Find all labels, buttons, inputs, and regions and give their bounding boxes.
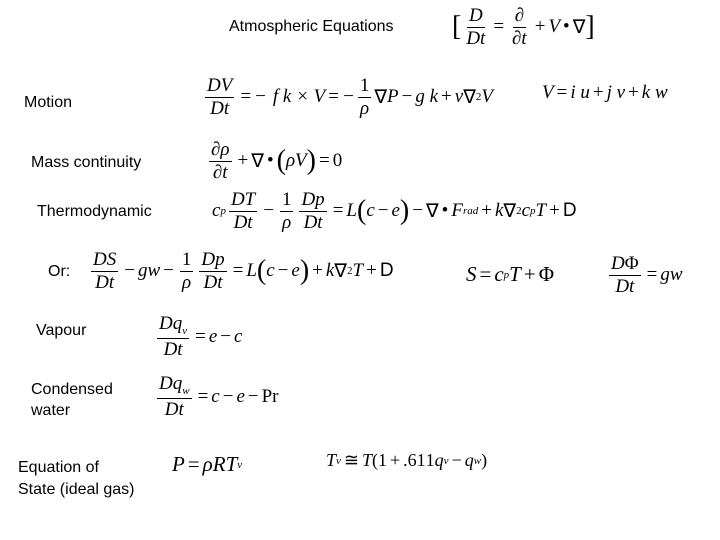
equation-of-state: P = ρRT v [172, 452, 243, 476]
label-condensed-water-line2: water [31, 402, 71, 419]
equation-geopotential-derivative: $\frac{D\Phi}{Dt}$ = gw [611, 253, 683, 297]
equation-mass-continuity: $\frac{\partial\rho}{\partial t}$ + ∇ • ( ρV ) = 0 [211, 139, 343, 183]
equation-virtual-temperature: T v ≅ T (1 + .61 1 q v − q w ) [326, 450, 488, 470]
label-thermodynamic: Thermodynamic [37, 203, 152, 220]
label-or: Or: [48, 263, 71, 280]
equation-condensed-water: $\frac{Dq_w}{Dt}$ = c − e − Pr [159, 373, 279, 421]
equation-velocity-vector: V = i u + j v + k w [542, 82, 668, 103]
subscript-rad: rad [462, 205, 479, 218]
coefficient-061: .61 [403, 450, 426, 470]
label-motion: Motion [24, 94, 73, 111]
page-title: Atmospheric Equations [229, 18, 394, 35]
equation-thermodynamic-alternate: $\frac{DS}{Dt}$ − gw − $\frac{1}{\rho}$ $\frac{Dp}{Dt}$ = L ( c − e ) + k ∇ 2 T + D [93, 249, 394, 293]
equation-s-definition: S = c p T + Φ [466, 262, 555, 286]
equation-motion: $\frac{DV}{Dt}$ = − f k × V = − $\frac{1}{\rho}$ ∇ P − g k + ν ∇ 2 V [207, 75, 494, 119]
label-condensed-water-line1: Condensed [31, 381, 113, 398]
material-derivative-definition: [ $\frac{D}{Dt}$ = $\frac{\partial}{\partial t}$ + V • ∇ ] [452, 5, 595, 49]
precipitation-symbol: Pr [261, 386, 279, 408]
equation-vapour: $\frac{Dq_v}{Dt}$ = e − c [159, 313, 243, 361]
label-vapour: Vapour [36, 322, 87, 339]
label-mass-continuity: Mass continuity [31, 154, 142, 171]
label-equation-of-state-line1: Equation of [18, 459, 99, 476]
label-equation-of-state-line2: State (ideal gas) [18, 481, 135, 498]
equation-thermodynamic: c p $\frac{DT}{Dt}$ − $\frac{1}{\rho}$ $\frac{Dp}{Dt}$ = L ( c − e ) − ∇ • F rad + k ∇ 2 c p T + D [212, 189, 577, 233]
